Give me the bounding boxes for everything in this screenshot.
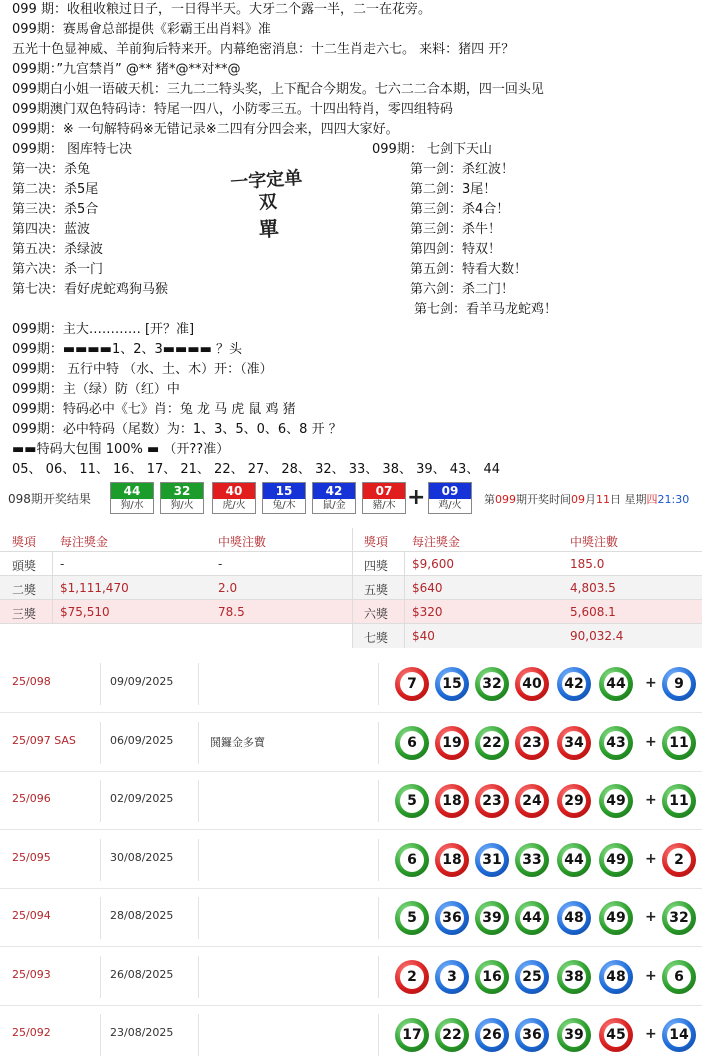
right-item: 第五剑：特看大数！ xyxy=(410,262,528,277)
mid-line: 099期：特码必中《七》肖：兔 龙 马 虎 鼠 鸡 猪 xyxy=(12,402,296,417)
lottery-ball xyxy=(435,960,469,994)
left-item: 第三决：杀5合 xyxy=(12,202,99,217)
ball-zodiac: 狗/火 xyxy=(170,500,194,511)
ball-number: 36 xyxy=(520,1023,544,1047)
right-item: 第三剑：杀牛！ xyxy=(410,222,502,237)
draw-month: 09 xyxy=(571,493,585,506)
draw-date: 02/09/2025 xyxy=(110,792,174,805)
ball-number: 44 xyxy=(520,906,544,930)
special-ball xyxy=(662,784,696,818)
ball-number: 39 xyxy=(562,1023,586,1047)
prize-amount: $75,510 xyxy=(60,605,110,619)
lottery-ball xyxy=(515,960,549,994)
lottery-ball xyxy=(475,901,509,935)
line-7: 099期：※ 一句解特码※无错记录※二四有分四会来，四四大家好。 xyxy=(12,122,399,137)
ball-number: 44 xyxy=(604,672,628,696)
prize-name: 頭獎 xyxy=(12,559,37,573)
draw-mid: 期开奖时间 xyxy=(516,493,571,506)
mid-line: 099期：必中特码（尾数）为：1、3、5、0、6、8 开 ？ xyxy=(12,422,342,437)
lottery-ball xyxy=(395,843,429,877)
plus-sign: + xyxy=(645,1026,657,1042)
lottery-ball xyxy=(599,1018,633,1052)
lottery-ball xyxy=(395,960,429,994)
draw-id: 25/096 xyxy=(12,792,51,805)
lottery-ball xyxy=(395,667,429,701)
prize-row xyxy=(0,552,702,576)
column-divider xyxy=(100,722,101,764)
col-header: 獎項 xyxy=(364,535,389,549)
right-item: 第七剑：看羊马龙蛇鸡！ xyxy=(414,302,558,317)
lottery-ball xyxy=(475,667,509,701)
ball-number: 32 xyxy=(480,672,504,696)
lottery-ball xyxy=(515,843,549,877)
lottery-ball xyxy=(395,726,429,760)
ball-number: 39 xyxy=(480,906,504,930)
prize-header-row xyxy=(0,528,702,552)
left-item: 第二决：杀5尾 xyxy=(12,182,99,197)
line-3: 五光十色显神威、羊前狗后特来开。内幕绝密消息：十二生肖走六七。 来料：猪四 开？ xyxy=(12,42,515,57)
prize-name: 六獎 xyxy=(364,607,389,621)
lottery-ball xyxy=(515,901,549,935)
special-ball xyxy=(662,1018,696,1052)
prize-count: 2.0 xyxy=(218,581,238,595)
ball-number: 48 xyxy=(604,965,628,989)
special-ball xyxy=(662,843,696,877)
draw-date: 06/09/2025 xyxy=(110,733,174,747)
lottery-ball xyxy=(435,784,469,818)
plus-sign: + xyxy=(645,967,657,984)
ball-number: 5 xyxy=(400,789,424,813)
column-divider xyxy=(198,897,199,939)
col-header: 中獎注數 xyxy=(218,535,267,549)
lottery-ball xyxy=(557,784,591,818)
prize-count: 4,803.5 xyxy=(570,581,616,595)
last-draw-ball xyxy=(110,482,154,514)
history-row[interactable] xyxy=(0,772,702,830)
ball-number: 15 xyxy=(263,483,305,499)
ball-number: 22 xyxy=(440,1023,464,1047)
column-divider xyxy=(198,780,199,822)
ball-number: 49 xyxy=(604,789,628,813)
right-item: 第四剑：特双！ xyxy=(410,242,502,257)
prize-count: 90,032.4 xyxy=(570,629,624,643)
ball-number: 11 xyxy=(667,789,691,813)
ball-number: 11 xyxy=(667,731,691,755)
draw-date: 23/08/2025 xyxy=(110,1026,174,1039)
mid-line: 099期：主大………… [开？准] xyxy=(12,322,195,337)
right-item: 第二剑：3尾！ xyxy=(410,182,497,197)
column-divider xyxy=(100,897,101,939)
prize-row xyxy=(0,576,702,600)
lottery-ball xyxy=(435,843,469,877)
column-divider xyxy=(198,663,199,705)
ball-number: 44 xyxy=(111,483,153,499)
ball-number: 16 xyxy=(480,965,504,989)
ball-number: 38 xyxy=(562,965,586,989)
ball-number: 18 xyxy=(440,848,464,872)
ball-number: 40 xyxy=(520,672,544,696)
prize-row xyxy=(0,600,702,624)
history-row[interactable] xyxy=(0,831,702,889)
col-header: 每注獎金 xyxy=(60,535,109,549)
draw-id: 25/093 xyxy=(12,967,51,981)
column-divider xyxy=(378,897,379,939)
last-draw-ball xyxy=(428,482,472,514)
right-item: 第三剑：杀4合！ xyxy=(410,202,510,217)
line-6: 099期澳门双色特码诗：特尾一四八，小防零三五。十四出特肖，零四组特码 xyxy=(12,102,453,117)
ball-zodiac: 虎/火 xyxy=(222,500,246,511)
last-draw-ball xyxy=(160,482,204,514)
ball-number: 24 xyxy=(520,789,544,813)
lottery-ball xyxy=(395,784,429,818)
ball-number: 34 xyxy=(562,731,586,755)
right-item: 第一剑：杀红波！ xyxy=(410,162,515,177)
col-header: 中獎注數 xyxy=(570,535,619,549)
prize-amount: $1,111,470 xyxy=(60,581,129,595)
divider xyxy=(0,575,702,576)
column-divider xyxy=(198,839,199,881)
number-list: 05、 06、 11、 16、 17、 21、 22、 27、 28、 32、 33、 38、 39、 43、 44 xyxy=(12,462,500,477)
history-row[interactable] xyxy=(0,948,702,1006)
ball-number: 6 xyxy=(667,965,691,989)
ball-number: 42 xyxy=(313,483,355,499)
prize-count: 185.0 xyxy=(570,557,605,571)
draw-month-label: 月 xyxy=(585,493,596,506)
plus-sign: + xyxy=(645,792,657,808)
last-draw-ball xyxy=(362,482,406,514)
lottery-ball xyxy=(515,1018,549,1052)
draw-id: 25/097 SAS xyxy=(12,733,76,747)
left-item: 第六决：杀一门 xyxy=(12,262,104,277)
last-draw-ball xyxy=(312,482,356,514)
lottery-ball xyxy=(515,784,549,818)
lottery-ball xyxy=(599,667,633,701)
divider xyxy=(0,551,702,552)
lottery-ball xyxy=(557,726,591,760)
prize-count: - xyxy=(218,557,223,571)
left-item: 第七决：看好虎蛇鸡狗马猴 xyxy=(12,282,169,297)
line-5: 099期白小姐一语破天机：三九二二特头奖，上下配合今期发。七六二二合本期，四一回头见 xyxy=(12,82,544,97)
last-draw-ball xyxy=(212,482,256,514)
column-divider xyxy=(198,722,199,764)
column-divider xyxy=(378,956,379,998)
col-header: 獎項 xyxy=(12,535,37,549)
prize-name: 三獎 xyxy=(12,607,37,621)
prize-amount: $640 xyxy=(412,581,443,595)
ball-number: 45 xyxy=(604,1023,628,1047)
draw-day-label: 日 星期 xyxy=(610,493,647,506)
prize-name: 五獎 xyxy=(364,583,389,597)
mid-line: 099期： 五行中特 （水、土、木）开：（准） xyxy=(12,362,273,377)
divider xyxy=(404,552,405,648)
draw-time: 21:30 xyxy=(657,493,690,506)
mid-line: 099期：主（绿）防（红）中 xyxy=(12,382,180,397)
ball-number: 14 xyxy=(667,1023,691,1047)
column-divider xyxy=(378,839,379,881)
ball-number: 6 xyxy=(400,848,424,872)
ball-number: 5 xyxy=(400,906,424,930)
ball-number: 36 xyxy=(440,906,464,930)
draw-weekday: 四 xyxy=(646,493,658,506)
ball-number: 40 xyxy=(213,483,255,499)
ball-number: 22 xyxy=(480,731,504,755)
ball-number: 18 xyxy=(440,789,464,813)
lottery-ball xyxy=(515,726,549,760)
draw-id: 25/094 xyxy=(12,909,51,922)
ball-number: 09 xyxy=(429,483,471,499)
ball-zodiac: 兔/木 xyxy=(272,500,296,511)
ball-number: 32 xyxy=(161,483,203,499)
ball-zodiac: 鼠/金 xyxy=(322,500,346,511)
last-draw-strip xyxy=(0,480,702,518)
draw-note: 鬨鑼金多寶 xyxy=(210,735,265,749)
lottery-ball xyxy=(475,784,509,818)
lottery-ball xyxy=(475,960,509,994)
ball-zodiac: 狗/水 xyxy=(120,500,144,511)
ball-number: 6 xyxy=(400,731,424,755)
right-title: 099期： 七剑下天山 xyxy=(372,142,492,157)
prize-name: 二獎 xyxy=(12,583,37,597)
column-divider xyxy=(378,663,379,705)
left-item: 第五决：杀绿波 xyxy=(12,242,104,257)
plus-sign: + xyxy=(645,733,657,750)
ball-zodiac: 鸡/火 xyxy=(438,500,462,511)
ball-number: 15 xyxy=(440,672,464,696)
special-ball xyxy=(662,901,696,935)
ball-number: 33 xyxy=(520,848,544,872)
lottery-ball xyxy=(435,1018,469,1052)
plus-sign: + xyxy=(407,485,426,510)
lottery-ball xyxy=(557,843,591,877)
handwritten-line-1: 一字定单双 xyxy=(229,167,303,214)
lottery-ball xyxy=(599,960,633,994)
next-draw-info xyxy=(484,491,689,507)
lottery-ball xyxy=(475,843,509,877)
ball-number: 19 xyxy=(440,731,464,755)
ball-number: 9 xyxy=(667,672,691,696)
draw-date: 28/08/2025 xyxy=(110,909,174,922)
line-4: 099期：”九宫禁肖” @** 猪*@**对**@ xyxy=(12,62,241,77)
prize-amount: $320 xyxy=(412,605,443,619)
prize-count: 5,608.1 xyxy=(570,605,616,619)
draw-date: 09/09/2025 xyxy=(110,675,174,688)
column-divider xyxy=(378,780,379,822)
left-item: 第一决：杀兔 xyxy=(12,162,91,177)
ball-number: 25 xyxy=(520,965,544,989)
history-row[interactable] xyxy=(0,889,702,947)
col-header: 每注獎金 xyxy=(412,535,461,549)
prize-table xyxy=(0,528,702,650)
mid-line: 099期：▬▬▬▬1、2、3▬▬▬▬ ？头 xyxy=(12,342,243,357)
ball-number: 7 xyxy=(400,672,424,696)
prize-name: 七獎 xyxy=(364,631,389,645)
prize-count: 78.5 xyxy=(218,605,245,619)
lottery-ball xyxy=(475,1018,509,1052)
prediction-text-section xyxy=(0,0,702,487)
left-title: 099期： 图库特七决 xyxy=(12,142,132,157)
ball-number: 49 xyxy=(604,848,628,872)
lottery-ball xyxy=(515,667,549,701)
last-draw-label: 098期开奖结果 xyxy=(8,492,91,506)
right-item: 第六剑：杀二门！ xyxy=(410,282,515,297)
divider xyxy=(0,623,702,624)
column-divider xyxy=(198,956,199,998)
lottery-ball xyxy=(475,726,509,760)
column-divider xyxy=(100,1014,101,1056)
ball-number: 2 xyxy=(667,848,691,872)
draw-id: 25/095 xyxy=(12,850,51,864)
draw-number: 099 xyxy=(495,493,516,506)
mid-line: ▬▬特码大包围 100% ▬ （开??准） xyxy=(12,442,230,457)
lottery-ball xyxy=(599,843,633,877)
plus-sign: + xyxy=(645,909,657,925)
lottery-ball xyxy=(599,784,633,818)
history-row[interactable] xyxy=(0,655,702,713)
ball-number: 23 xyxy=(520,731,544,755)
prize-name: 四獎 xyxy=(364,559,389,573)
column-divider xyxy=(100,839,101,881)
line-1: 099 期：收租收粮过日子，一日得半天。大牙二个露一半，二一在花旁。 xyxy=(12,2,431,17)
lottery-ball xyxy=(599,726,633,760)
divider xyxy=(52,552,53,624)
handwritten-note xyxy=(226,167,311,242)
lottery-ball xyxy=(395,1018,429,1052)
ball-number: 32 xyxy=(667,906,691,930)
draw-id: 25/098 xyxy=(12,675,51,688)
divider xyxy=(352,528,353,648)
draw-date: 30/08/2025 xyxy=(110,850,174,864)
lottery-ball xyxy=(557,1018,591,1052)
draw-prefix: 第 xyxy=(484,493,495,506)
ball-number: 49 xyxy=(604,906,628,930)
special-ball xyxy=(662,726,696,760)
draw-date: 26/08/2025 xyxy=(110,967,174,981)
column-divider xyxy=(100,663,101,705)
column-divider xyxy=(100,780,101,822)
ball-number: 29 xyxy=(562,789,586,813)
plus-sign: + xyxy=(645,850,657,867)
prize-amount: $40 xyxy=(412,629,435,643)
prize-amount: - xyxy=(60,557,65,571)
lottery-ball xyxy=(599,901,633,935)
lottery-ball xyxy=(395,901,429,935)
special-ball xyxy=(662,960,696,994)
prize-amount: $9,600 xyxy=(412,557,454,571)
column-divider xyxy=(378,722,379,764)
ball-number: 3 xyxy=(440,965,464,989)
column-divider xyxy=(378,1014,379,1056)
lottery-ball xyxy=(435,901,469,935)
special-ball xyxy=(662,667,696,701)
left-item: 第四决：蓝波 xyxy=(12,222,91,237)
ball-number: 23 xyxy=(480,789,504,813)
column-divider xyxy=(100,956,101,998)
last-draw-ball xyxy=(262,482,306,514)
ball-number: 43 xyxy=(604,731,628,755)
history-row[interactable] xyxy=(0,1006,702,1056)
lottery-ball xyxy=(435,667,469,701)
ball-number: 42 xyxy=(562,672,586,696)
history-row[interactable] xyxy=(0,714,702,772)
ball-number: 07 xyxy=(363,483,405,499)
ball-number: 31 xyxy=(480,848,504,872)
plus-sign: + xyxy=(645,675,657,691)
lottery-ball xyxy=(557,960,591,994)
draw-id: 25/092 xyxy=(12,1026,51,1039)
ball-number: 17 xyxy=(400,1023,424,1047)
lottery-ball xyxy=(557,901,591,935)
ball-zodiac: 豬/木 xyxy=(372,500,396,511)
divider xyxy=(0,599,702,600)
lottery-ball xyxy=(435,726,469,760)
ball-number: 44 xyxy=(562,848,586,872)
ball-number: 26 xyxy=(480,1023,504,1047)
ball-number: 2 xyxy=(400,965,424,989)
draw-day: 11 xyxy=(596,493,610,506)
line-2: 099期：赛馬會总部提供《彩霸王出肖料》准 xyxy=(12,22,271,37)
column-divider xyxy=(198,1014,199,1056)
ball-number: 48 xyxy=(562,906,586,930)
lottery-ball xyxy=(557,667,591,701)
handwritten-line-2: 單 xyxy=(257,216,282,242)
